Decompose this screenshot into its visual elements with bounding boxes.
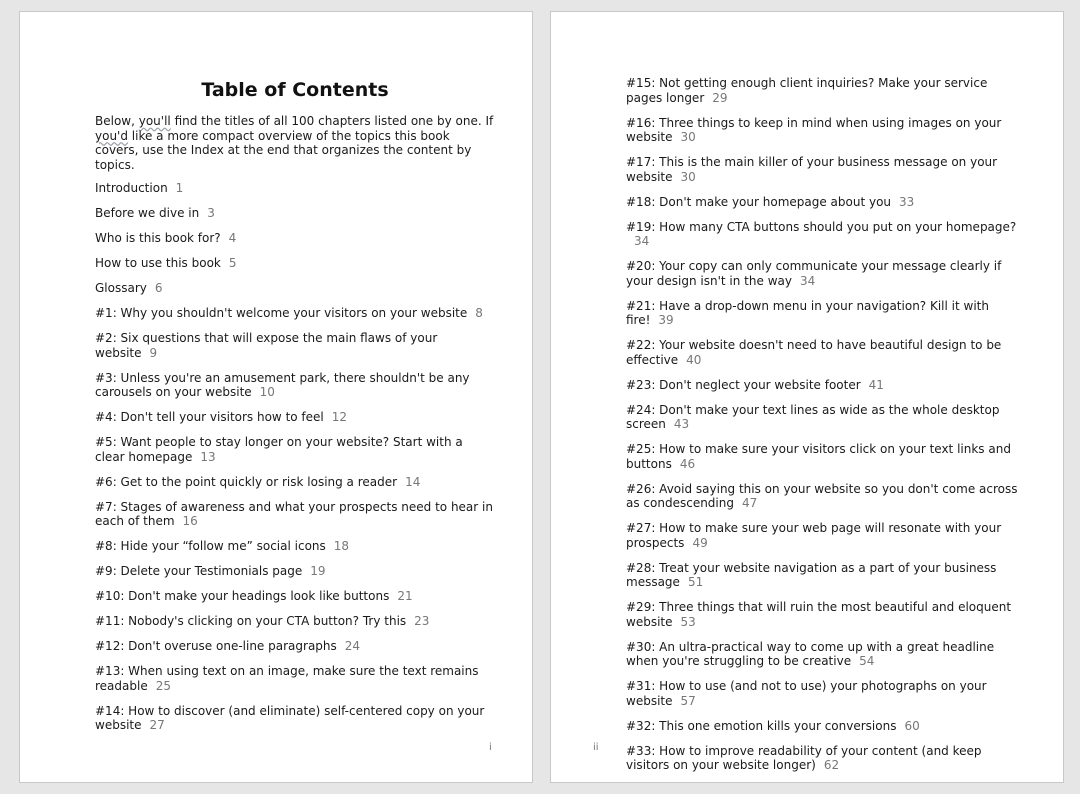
toc-entry-title: #32: This one emotion kills your conversions: [626, 718, 897, 733]
toc-entry-title: How to use this book: [95, 256, 221, 270]
toc-entry[interactable]: [626, 403, 1026, 432]
toc-entry-title: #9: Delete your Testimonials page: [95, 564, 303, 578]
toc-entry[interactable]: [95, 435, 495, 464]
toc-entry-page-number: 16: [182, 514, 198, 528]
toc-entry-page-number: 51: [687, 575, 704, 589]
intro-text-1: Below,: [95, 114, 139, 128]
intro-spell-flag-2[interactable]: you'd: [95, 128, 128, 143]
toc-entry[interactable]: [95, 231, 495, 246]
toc-entry-page-number: 8: [475, 306, 483, 320]
toc-entry-page-number: 34: [634, 234, 650, 248]
toc-entry[interactable]: [95, 306, 495, 321]
toc-entry-title: #20: Your copy can only communicate your message clearly if your design isn't in the way: [626, 259, 1002, 288]
toc-entry-list-left: [95, 181, 495, 733]
toc-entry-page-number: 43: [673, 417, 690, 431]
toc-entry-title: #16: Three things to keep in mind when using images on your website: [626, 115, 1002, 144]
toc-entry-page-number: 1: [175, 181, 184, 195]
toc-entry[interactable]: [95, 475, 495, 490]
toc-entry-list-right: [626, 76, 1026, 773]
toc-intro: [95, 114, 495, 172]
toc-entry-title: #4: Don't tell your visitors how to feel: [95, 410, 324, 424]
toc-entry-page-number: 62: [823, 758, 840, 772]
toc-entry[interactable]: [95, 331, 495, 360]
toc-entry-title: #17: This is the main killer of your business message on your website: [626, 155, 998, 184]
toc-entry-page-number: 14: [405, 474, 421, 489]
toc-entry-title: #11: Nobody's clicking on your CTA button? Try this: [95, 614, 407, 628]
toc-entry-page-number: 30: [680, 130, 696, 144]
toc-entry[interactable]: [626, 442, 1026, 471]
toc-entry[interactable]: [95, 181, 495, 196]
toc-entry-title: #18: Don't make your homepage about you: [626, 194, 892, 209]
toc-entry-title: #26: Avoid saying this on your website so you don't come across as condescending: [626, 481, 1018, 510]
toc-entry-page-number: 21: [397, 589, 413, 603]
toc-entry[interactable]: [626, 220, 1026, 249]
toc-entry[interactable]: [626, 299, 1026, 328]
toc-entry-page-number: 53: [680, 614, 696, 629]
toc-entry-page-number: 24: [344, 639, 361, 653]
toc-entry[interactable]: [95, 564, 495, 579]
toc-entry-title: #1: Why you shouldn't welcome your visitors on your website: [95, 306, 468, 320]
toc-entry-page-number: 19: [310, 564, 326, 578]
toc-entry-title: #24: Don't make your text lines as wide as the whole desktop screen: [626, 402, 1000, 431]
toc-entry[interactable]: [95, 589, 495, 604]
toc-entry-title: Glossary: [95, 281, 147, 295]
toc-entry-page-number: 41: [868, 377, 884, 392]
toc-entry-page-number: 6: [154, 281, 163, 295]
toc-entry[interactable]: [95, 410, 495, 425]
toc-entry-title: #21: Have a drop-down menu in your navigation? Kill it with fire!: [626, 298, 989, 327]
toc-title: Table of Contents: [201, 79, 389, 101]
toc-entry-title: #8: Hide your “follow me” social icons: [95, 539, 326, 553]
page-number-footer: i: [489, 742, 492, 753]
toc-entry-title: #25: How to make sure your visitors click on your text links and buttons: [626, 442, 1011, 471]
toc-entry-page-number: 10: [259, 385, 275, 399]
toc-entry-title: #19: How many CTA buttons should you put on your homepage?: [626, 219, 1017, 234]
toc-entry-page-number: 34: [799, 273, 816, 288]
toc-entry[interactable]: [95, 371, 495, 400]
toc-entry[interactable]: [95, 614, 495, 629]
page-number-footer: ii: [593, 742, 599, 753]
document-page-right: [550, 11, 1064, 783]
toc-entry[interactable]: [626, 482, 1026, 511]
toc-entry-title: #12: Don't overuse one-line paragraphs: [95, 639, 337, 653]
toc-entry-page-number: 49: [692, 535, 708, 550]
toc-entry[interactable]: [626, 719, 1026, 734]
toc-entry-page-number: 9: [149, 345, 158, 360]
toc-entry[interactable]: [95, 539, 495, 554]
toc-entry-title: Who is this book for?: [95, 231, 221, 245]
toc-entry-page-number: 40: [686, 352, 702, 367]
toc-entry[interactable]: [626, 378, 1026, 393]
toc-entry[interactable]: [626, 76, 1026, 105]
toc-entry[interactable]: [95, 256, 495, 271]
toc-entry-title: #15: Not getting enough client inquiries? Make your service pages longer: [626, 76, 988, 105]
toc-entry-title: #28: Treat your website navigation as a part of your business message: [626, 560, 997, 589]
toc-entry-title: #30: An ultra-practical way to come up with a great headline when you're struggling to be creative: [626, 639, 995, 668]
toc-entry-page-number: 12: [331, 410, 348, 424]
intro-text-3: like a more compact overview of the topics this book covers, use the Index at the end that organizes the content by topics.: [95, 128, 472, 172]
toc-entry-page-number: 46: [679, 456, 696, 471]
toc-content-right: [626, 76, 1026, 783]
toc-entry[interactable]: [95, 281, 495, 296]
toc-entry-title: #31: How to use (and not to use) your photographs on your website: [626, 679, 987, 708]
toc-entry[interactable]: [626, 195, 1026, 210]
toc-entry[interactable]: [95, 704, 495, 733]
toc-entry-title: #13: When using text on an image, make sure the text remains readable: [95, 664, 479, 693]
toc-entry-page-number: 25: [155, 678, 171, 693]
toc-entry-title: #23: Don't neglect your website footer: [626, 377, 861, 392]
toc-entry[interactable]: [626, 744, 1026, 773]
toc-entry[interactable]: [626, 521, 1026, 550]
toc-entry-page-number: 27: [149, 718, 165, 732]
toc-entry-title: #2: Six questions that will expose the main flaws of your website: [95, 331, 438, 360]
toc-entry-title: #10: Don't make your headings look like buttons: [95, 589, 390, 603]
toc-entry[interactable]: [626, 155, 1026, 184]
toc-content-left: [95, 78, 495, 743]
toc-entry[interactable]: [626, 259, 1026, 288]
toc-entry[interactable]: [626, 561, 1026, 590]
toc-entry-page-number: 29: [712, 90, 728, 105]
toc-entry[interactable]: [95, 639, 495, 654]
toc-entry-title: #33: How to improve readability of your content (and keep visitors on your website longer): [626, 743, 982, 772]
toc-entry[interactable]: [95, 664, 495, 693]
intro-text-2: find the titles of all 100 chapters listed one by one. If: [170, 114, 494, 128]
toc-entry-title: #29: Three things that will ruin the most beautiful and eloquent website: [626, 600, 1012, 629]
toc-entry-page-number: 3: [207, 206, 215, 220]
toc-entry[interactable]: [626, 338, 1026, 367]
toc-entry-page-number: 30: [680, 169, 696, 184]
toc-entry-title: Before we dive in: [95, 206, 200, 220]
toc-entry-title: #3: Unless you're an amusement park, there shouldn't be any carousels on your website: [95, 370, 470, 399]
toc-entry-page-number: 54: [859, 654, 875, 668]
toc-entry-page-number: 18: [333, 539, 350, 553]
toc-entry-title: #5: Want people to stay longer on your website? Start with a clear homepage: [95, 435, 463, 464]
toc-entry[interactable]: [95, 500, 495, 529]
toc-entry[interactable]: [626, 679, 1026, 708]
toc-entry-title: #7: Stages of awareness and what your prospects need to hear in each of them: [95, 499, 493, 528]
toc-entry-page-number: 23: [414, 614, 430, 628]
toc-entry-title: #27: How to make sure your web page will resonate with your prospects: [626, 521, 1002, 550]
toc-entry-title: #22: Your website doesn't need to have beautiful design to be effective: [626, 338, 1002, 367]
toc-entry-page-number: 39: [658, 313, 674, 327]
toc-entry-title: Introduction: [95, 181, 168, 195]
toc-entry[interactable]: [626, 600, 1026, 629]
toc-entry-page-number: 60: [904, 718, 920, 733]
toc-entry-page-number: 57: [680, 693, 696, 708]
document-page-left: [19, 11, 533, 783]
toc-entry[interactable]: [626, 640, 1026, 669]
toc-entry[interactable]: [95, 206, 495, 221]
toc-entry-page-number: 33: [899, 194, 915, 209]
intro-spell-flag-1[interactable]: you'll: [138, 114, 171, 128]
toc-entry-title: #6: Get to the point quickly or risk losing a reader: [95, 474, 398, 489]
toc-entry-page-number: 13: [200, 449, 216, 464]
toc-entry-page-number: 47: [741, 496, 758, 510]
toc-entry-title: #14: How to discover (and eliminate) self-centered copy on your website: [95, 703, 485, 732]
toc-entry-page-number: 4: [228, 231, 237, 245]
toc-entry[interactable]: [626, 116, 1026, 145]
toc-entry-page-number: 5: [228, 256, 237, 270]
